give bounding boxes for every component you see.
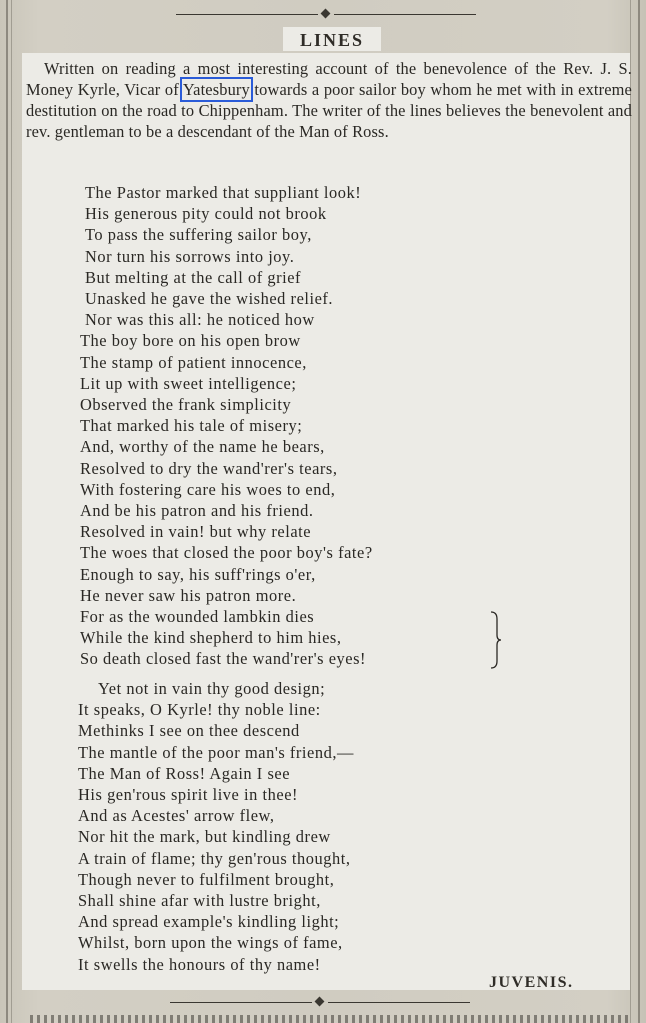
poem-line: Enough to say, his suff'rings o'er, [80,564,316,584]
poem-line: Nor hit the mark, but kindling drew [78,827,331,847]
poem-line: Nor was this all: he noticed how [85,310,315,330]
poem-line: It speaks, O Kyrle! thy noble line: [78,700,321,720]
poem-line: For as the wounded lambkin dies [80,607,315,627]
article-intro [26,58,632,142]
poem-line: He never saw his patron more. [80,585,297,605]
top-ornament-rule [176,10,476,20]
poem-line: The stamp of patient innocence, [80,352,307,372]
column-rule-right [638,0,640,1023]
poem-line: Unasked he gave the wished relief. [85,289,334,309]
poem-line: Resolved in vain! but why relate [80,522,312,542]
poem-stanza-2 [78,678,354,975]
poem-line: A train of flame; thy gen'rous thought, [78,848,351,868]
poem-line: Observed the frank simplicity [80,395,292,415]
poem-line: Resolved to dry the wand'rer's tears, [80,458,338,478]
article-title: LINES [299,30,365,50]
poem-line: Whilst, born upon the wings of fame, [78,933,343,953]
column-rule-right-inner [630,0,631,1023]
poem-line: That marked his tale of misery; [80,416,303,436]
verse-brace [490,611,502,669]
poem-line: Methinks I see on thee descend [78,721,300,741]
poem-line: And spread example's kindling light; [78,912,340,932]
poem-line: Though never to fulfilment brought, [78,869,335,889]
poem-line: But melting at the call of grief [85,267,302,287]
bottom-ornament-rule [170,998,470,1008]
highlighted-word-yatesbury[interactable]: Yatesbury [182,80,250,99]
poem-line: And, worthy of the name he bears, [80,437,325,457]
poem-line: With fostering care his woes to end, [80,479,336,499]
poem-line: Lit up with sweet intelligence; [80,373,297,393]
poem-line: The mantle of the poor man's friend,— [78,742,354,762]
poem-line: His generous pity could not brook [85,204,327,224]
poem-line: And be his patron and his friend. [80,501,314,521]
poem-stanza-1 [80,182,373,670]
poem-line: Shall shine afar with lustre bright, [78,891,321,911]
poem-line: The Pastor marked that suppliant look! [85,183,362,202]
intro-text-start: Written on reading a most interesting account of the benevolence of the Rev. J. S. Money Kyrle, Vicar of [26,59,632,99]
author-signature: JUVENIS. [489,974,574,991]
poem-line: Yet not in vain thy good design; [98,679,326,698]
intro-text-end: towards a poor sailor boy whom he met with in extreme destitution on the road to Chippenham. The writer of the lines believes the benevolent and rev. gentleman to be a descendant of the Man of Ross. [26,80,632,141]
poem-line: The woes that closed the poor boy's fate? [80,543,373,563]
poem-line: While the kind shepherd to him hies, [80,628,342,648]
poem-line: The boy bore on his open brow [80,331,301,351]
poem-line: And as Acestes' arrow flew, [78,806,275,826]
column-rule-left [6,0,8,1023]
poem-line: It swells the honours of thy name! [78,954,321,974]
poem-line: His gen'rous spirit live in thee! [78,785,299,805]
poem-line: The Man of Ross! Again I see [78,763,291,783]
poem-line: So death closed fast the wand'rer's eyes! [80,649,367,669]
poem-line: To pass the suffering sailor boy, [85,225,312,245]
column-rule-left-inner [11,0,12,1023]
poem-line: Nor turn his sorrows into joy. [85,246,295,266]
next-column-text-fragment [30,1015,630,1023]
